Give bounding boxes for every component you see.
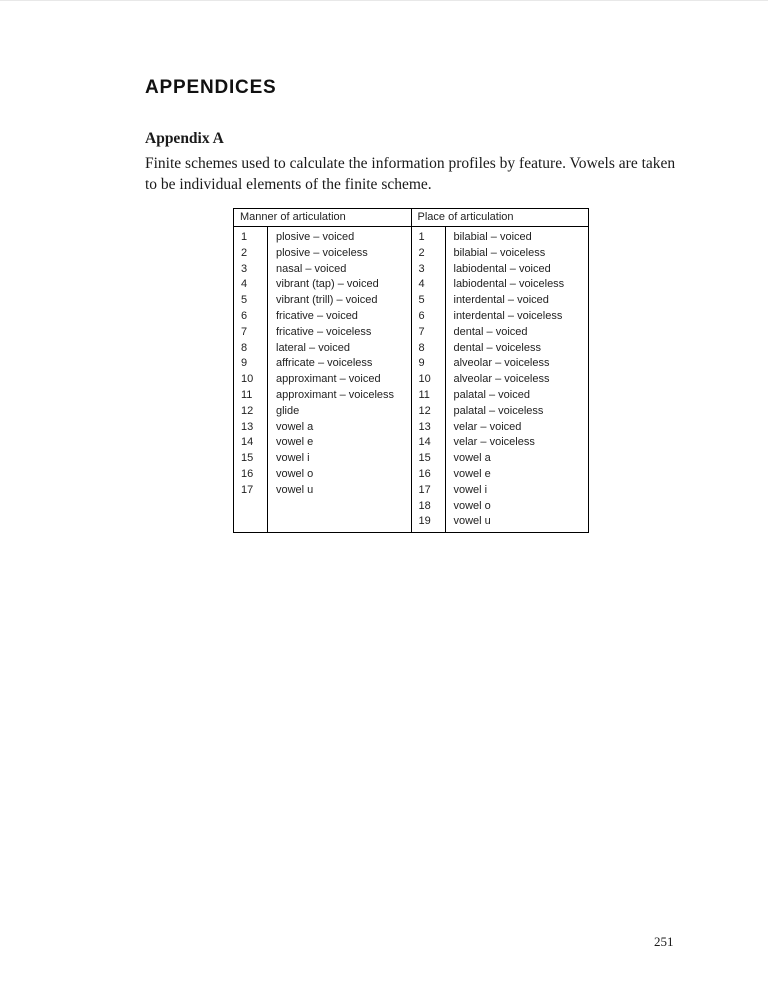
manner-row-label: nasal – voiced — [276, 262, 347, 275]
place-row-label: interdental – voiced — [453, 294, 549, 307]
place-row-number: 18 — [418, 499, 431, 512]
manner-row-number: 12 — [241, 404, 254, 417]
place-row-label: labiodental – voiced — [453, 262, 551, 275]
manner-table-row — [234, 356, 411, 372]
place-row-number: 8 — [418, 341, 425, 354]
place-row-label: dental – voiced — [453, 325, 528, 338]
place-row-number: 11 — [418, 388, 430, 401]
place-row-label: labiodental – voiceless — [453, 278, 565, 291]
place-table-row — [412, 293, 589, 309]
place-row-number: 3 — [418, 262, 425, 275]
place-column-header: Place of articulation — [412, 209, 589, 227]
manner-row-label: fricative – voiceless — [276, 325, 372, 338]
place-row-label: palatal – voiceless — [453, 404, 544, 417]
manner-row-label: vowel e — [276, 436, 314, 449]
place-table-row — [412, 499, 589, 515]
place-row-label: vowel o — [453, 499, 491, 512]
manner-table-row — [234, 388, 411, 404]
place-table-row — [412, 372, 589, 388]
manner-table-row — [234, 435, 411, 451]
place-table-row — [412, 404, 589, 420]
place-row-number: 14 — [418, 436, 431, 449]
manner-row-number: 11 — [241, 388, 253, 401]
manner-row-number: 14 — [241, 436, 254, 449]
place-table-row — [412, 246, 589, 262]
place-row-number: 10 — [418, 373, 431, 386]
manner-rows — [234, 227, 411, 532]
place-row-number: 7 — [418, 325, 425, 338]
place-table-row — [412, 435, 589, 451]
manner-row-label: plosive – voiced — [276, 231, 355, 243]
place-row-label: velar – voiced — [453, 420, 522, 433]
place-column — [411, 209, 589, 532]
manner-row-label: lateral – voiced — [276, 341, 350, 354]
place-row-number: 5 — [418, 294, 425, 307]
manner-column-header: Manner of articulation — [234, 209, 411, 227]
place-row-label: bilabial – voiceless — [453, 246, 546, 259]
manner-row-number: 6 — [241, 309, 248, 322]
manner-table-row — [234, 309, 411, 325]
place-row-number: 16 — [418, 467, 431, 480]
place-table-row — [412, 451, 589, 467]
manner-row-label: vibrant (trill) – voiced — [276, 294, 378, 307]
place-row-label: velar – voiceless — [453, 436, 535, 449]
manner-row-number: 8 — [241, 341, 248, 354]
place-table-row — [412, 341, 589, 357]
manner-row-number: 10 — [241, 373, 254, 386]
manner-row-label: glide — [276, 404, 300, 417]
place-table-row — [412, 230, 589, 246]
manner-row-number: 16 — [241, 467, 254, 480]
place-table-row — [412, 356, 589, 372]
manner-table-row — [234, 451, 411, 467]
manner-row-label: vowel i — [276, 452, 310, 465]
manner-row-label: fricative – voiced — [276, 309, 358, 322]
intro-paragraph: Finite schemes used to calculate the information profiles by feature. Vowels are taken to be individual elements of the finite scheme. — [145, 155, 676, 193]
manner-row-label: affricate – voiceless — [276, 357, 373, 370]
manner-table-row — [234, 230, 411, 246]
manner-row-label: plosive – voiceless — [276, 246, 368, 259]
place-table-row — [412, 277, 589, 293]
manner-row-number: 7 — [241, 325, 248, 338]
place-row-label: vowel u — [453, 515, 491, 528]
manner-row-label: vowel o — [276, 467, 314, 480]
place-table-row — [412, 420, 589, 436]
manner-table-row — [234, 483, 411, 499]
appendix-a-heading: Appendix A — [145, 130, 224, 147]
place-table-row — [412, 309, 589, 325]
manner-row-number: 5 — [241, 294, 248, 307]
manner-row-number: 15 — [241, 452, 254, 465]
manner-row-number: 13 — [241, 420, 254, 433]
place-table-row — [412, 325, 589, 341]
place-row-label: alveolar – voiceless — [453, 373, 550, 386]
page-number: 251 — [654, 934, 674, 949]
place-row-label: palatal – voiced — [453, 388, 530, 401]
place-row-label: vowel a — [453, 452, 491, 465]
manner-table-row — [234, 262, 411, 278]
place-rows — [412, 227, 589, 532]
manner-row-number: 17 — [241, 483, 254, 496]
manner-row-number: 2 — [241, 246, 248, 259]
place-table-row — [412, 483, 589, 499]
place-row-label: interdental – voiceless — [453, 309, 563, 322]
manner-table-row — [234, 404, 411, 420]
manner-table-row — [234, 341, 411, 357]
place-row-label: vowel e — [453, 467, 491, 480]
place-row-number: 9 — [418, 357, 425, 370]
place-row-number: 6 — [418, 309, 425, 322]
manner-row-number: 4 — [241, 278, 248, 291]
place-row-label: dental – voiceless — [453, 341, 541, 354]
place-table-row — [412, 262, 589, 278]
place-row-number: 4 — [418, 278, 425, 291]
manner-row-label: vowel a — [276, 420, 314, 433]
place-row-number: 1 — [418, 231, 425, 243]
manner-table-row — [234, 467, 411, 483]
place-row-label: alveolar – voiceless — [453, 357, 550, 370]
manner-row-number: 9 — [241, 357, 248, 370]
manner-table-row — [234, 372, 411, 388]
manner-row-label: approximant – voiceless — [276, 388, 395, 401]
place-row-label: bilabial – voiced — [453, 231, 532, 243]
manner-table-row — [234, 420, 411, 436]
place-row-number: 12 — [418, 404, 431, 417]
manner-table-row — [234, 277, 411, 293]
place-row-number: 2 — [418, 246, 425, 259]
manner-row-number: 1 — [241, 231, 248, 243]
manner-table-row — [234, 325, 411, 341]
place-table-row — [412, 467, 589, 483]
place-row-number: 15 — [418, 452, 431, 465]
manner-row-number: 3 — [241, 262, 248, 275]
page-title: APPENDICES — [145, 77, 277, 98]
manner-row-label: vibrant (tap) – voiced — [276, 278, 379, 291]
manner-column — [234, 209, 411, 532]
manner-row-label: approximant – voiced — [276, 373, 381, 386]
place-table-row — [412, 388, 589, 404]
articulation-table — [233, 208, 589, 533]
place-row-label: vowel i — [453, 483, 488, 496]
manner-table-row — [234, 293, 411, 309]
place-row-number: 19 — [418, 515, 431, 528]
manner-table-row — [234, 246, 411, 262]
manner-row-label: vowel u — [276, 483, 314, 496]
place-row-number: 13 — [418, 420, 431, 433]
place-table-row — [412, 514, 589, 530]
place-row-number: 17 — [418, 483, 431, 496]
